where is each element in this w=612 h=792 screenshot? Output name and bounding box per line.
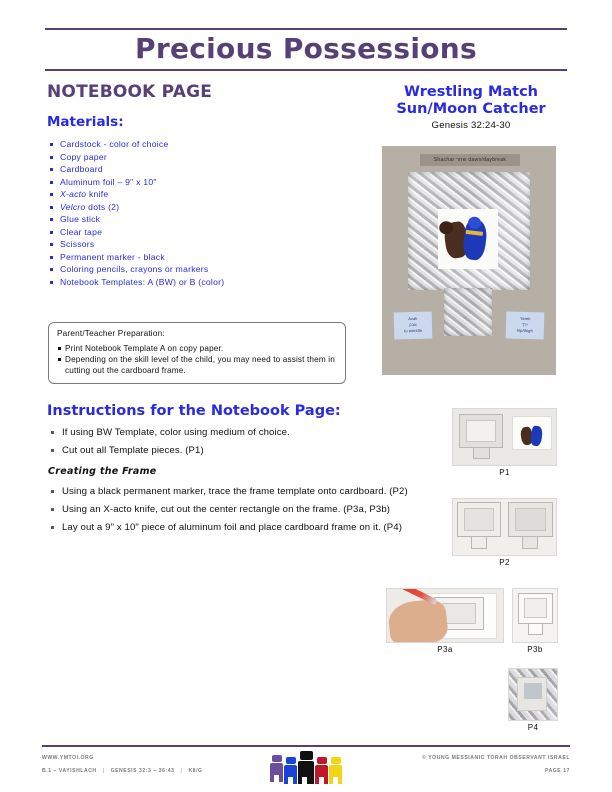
- footer-reference-line: [42, 766, 203, 776]
- footer-body: [42, 753, 570, 783]
- list-item: Depending on the skill level of the child, you may need to assist them in cutting out the cardboard frame.: [57, 354, 337, 376]
- logo-figure-red: [315, 757, 328, 784]
- page-title: Precious Possessions: [135, 32, 477, 65]
- materials-list: [47, 138, 367, 288]
- list-item: Permanent marker - black: [47, 251, 367, 264]
- step-caption: P1: [499, 468, 510, 477]
- logo-figure-head: [317, 757, 327, 764]
- logo-figure-body: [284, 765, 297, 784]
- step-photo-p2: [452, 498, 557, 567]
- finished-project-photo: [382, 146, 556, 375]
- logo-figure-black: [298, 751, 314, 784]
- footer-rule: [42, 745, 570, 747]
- organization-logo: [270, 750, 342, 784]
- logo-figure-head: [286, 757, 296, 764]
- list-item: X-acto knife: [47, 188, 367, 201]
- step-photo-p4-image: [508, 668, 558, 721]
- hand-holding-knife: [387, 598, 449, 643]
- list-item: Cut out all Template pieces. (P1): [47, 444, 447, 457]
- logo-figure-purple: [270, 755, 283, 782]
- list-item: Scissors: [47, 238, 367, 251]
- cardboard-frame-on-foil: [517, 677, 547, 711]
- list-item: Coloring pencils, crayons or markers: [47, 263, 367, 276]
- scripture-reference: Genesis 32:24-30: [431, 120, 511, 131]
- footer-website[interactable]: WWW.YMTOI.ORG: [42, 755, 94, 761]
- list-item: Cardboard: [47, 163, 367, 176]
- photo-label-avak: Avak אבק to wrestle: [394, 312, 433, 340]
- step-caption: P2: [499, 558, 510, 567]
- list-item: Notebook Templates: A (BW) or B (color): [47, 276, 367, 289]
- logo-figure-head: [331, 757, 341, 764]
- traced-frame-tab-right: [522, 537, 538, 549]
- step-photo-p3b: [512, 588, 558, 654]
- footer-lesson-ref: B.1 – VAYISHLACH: [42, 768, 97, 774]
- craft-title-block: [378, 84, 564, 131]
- traced-frame-hole-left: [464, 508, 494, 531]
- list-item: Print Notebook Template A on copy paper.: [57, 343, 337, 354]
- list-item: Aluminum foil – 9" x 10": [47, 176, 367, 189]
- prep-title: Parent/Teacher Preparation:: [57, 329, 165, 338]
- list-item: Cardstock - color of choice: [47, 138, 367, 151]
- list-item: Clear tape: [47, 226, 367, 239]
- footer-separator: |: [180, 768, 183, 774]
- instructions-heading: Instructions for the Notebook Page:: [47, 403, 341, 419]
- traced-frame-hole-right: [515, 508, 546, 531]
- logo-figure-body: [298, 761, 314, 784]
- list-item: Lay out a 9" x 10" piece of aluminum foil and place cardboard frame on it. (P4): [47, 521, 447, 534]
- logo-figure-blue: [284, 757, 297, 784]
- wrestling-illustration: [438, 209, 498, 269]
- step-photo-p2-image: [452, 498, 557, 556]
- left-column: [47, 82, 367, 288]
- page-header: [45, 28, 567, 71]
- wrestler-figure-blue: [462, 219, 489, 261]
- list-item: Copy paper: [47, 151, 367, 164]
- footer-page-number: PAGE 17: [545, 768, 570, 774]
- instructions-list-top: [47, 426, 447, 457]
- step-photo-p1: [452, 408, 557, 477]
- frame-center-cutout: [442, 603, 476, 624]
- step-caption: P3a: [437, 645, 453, 654]
- footer-left-block: [42, 753, 203, 776]
- logo-figure-head: [300, 751, 313, 760]
- footer-separator: |: [102, 768, 105, 774]
- list-item: Glue stick: [47, 213, 367, 226]
- materials-heading: Materials:: [47, 114, 124, 130]
- step-photo-p3b-image: [512, 588, 558, 643]
- step-photo-p4: [508, 668, 558, 732]
- logo-figure-head: [272, 755, 282, 762]
- craft-title-line2: Sun/Moon Catcher: [396, 101, 546, 117]
- page-footer: [42, 745, 570, 783]
- step-photo-p3a-image: [386, 588, 504, 643]
- template-frame-tab: [473, 448, 490, 459]
- logo-figure-body: [270, 763, 283, 782]
- notebook-page-heading: NOTEBOOK PAGE: [47, 82, 213, 102]
- logo-figure-body: [315, 765, 328, 784]
- step-photo-p3a: [386, 588, 504, 654]
- step-caption: P4: [527, 723, 539, 732]
- list-item: If using BW Template, color using medium of choice.: [47, 426, 447, 439]
- foil-stem-graphic: [444, 288, 492, 336]
- prep-list: [57, 343, 337, 376]
- cut-frame-hole: [524, 598, 547, 618]
- frame-center-cutout: [524, 683, 542, 699]
- header-rule-bottom: [45, 69, 567, 71]
- craft-title-line1: Wrestling Match: [403, 84, 539, 100]
- parent-teacher-preparation-box: [48, 322, 346, 384]
- traced-frame-tab-left: [471, 537, 487, 549]
- list-item: Velcro dots (2): [47, 201, 367, 214]
- logo-figure-body: [329, 765, 342, 784]
- cut-frame-tab: [528, 624, 543, 635]
- logo-figure-yellow: [329, 757, 342, 784]
- printed-illustration-card: [512, 416, 552, 450]
- instructions-section: [47, 403, 447, 540]
- footer-right-block: [422, 753, 570, 776]
- list-item: Using an X-acto knife, cut out the center rectangle on the frame. (P3a, P3b): [47, 503, 447, 516]
- photo-label-top-strip: Shachar שחר dawn/daybreak: [420, 154, 520, 166]
- footer-scripture-ref: GENESIS 32:3 – 36:43: [110, 768, 175, 774]
- wrestler-figure-blue: [530, 425, 543, 446]
- list-item: Using a black permanent marker, trace the frame template onto cardboard. (P2): [47, 485, 447, 498]
- creating-the-frame-subheading: Creating the Frame: [48, 466, 157, 477]
- step-photo-p1-image: [452, 408, 557, 466]
- footer-copyright: © YOUNG MESSIANIC TORAH OBSERVANT ISRAEL: [422, 755, 570, 761]
- photo-label-yarek: Yarek ירך hip/thigh: [506, 312, 545, 340]
- footer-grade-ref: K8/G: [188, 768, 203, 774]
- template-frame-hole: [466, 420, 496, 442]
- step-caption: P3b: [527, 645, 543, 654]
- instructions-list-frame: [47, 485, 447, 534]
